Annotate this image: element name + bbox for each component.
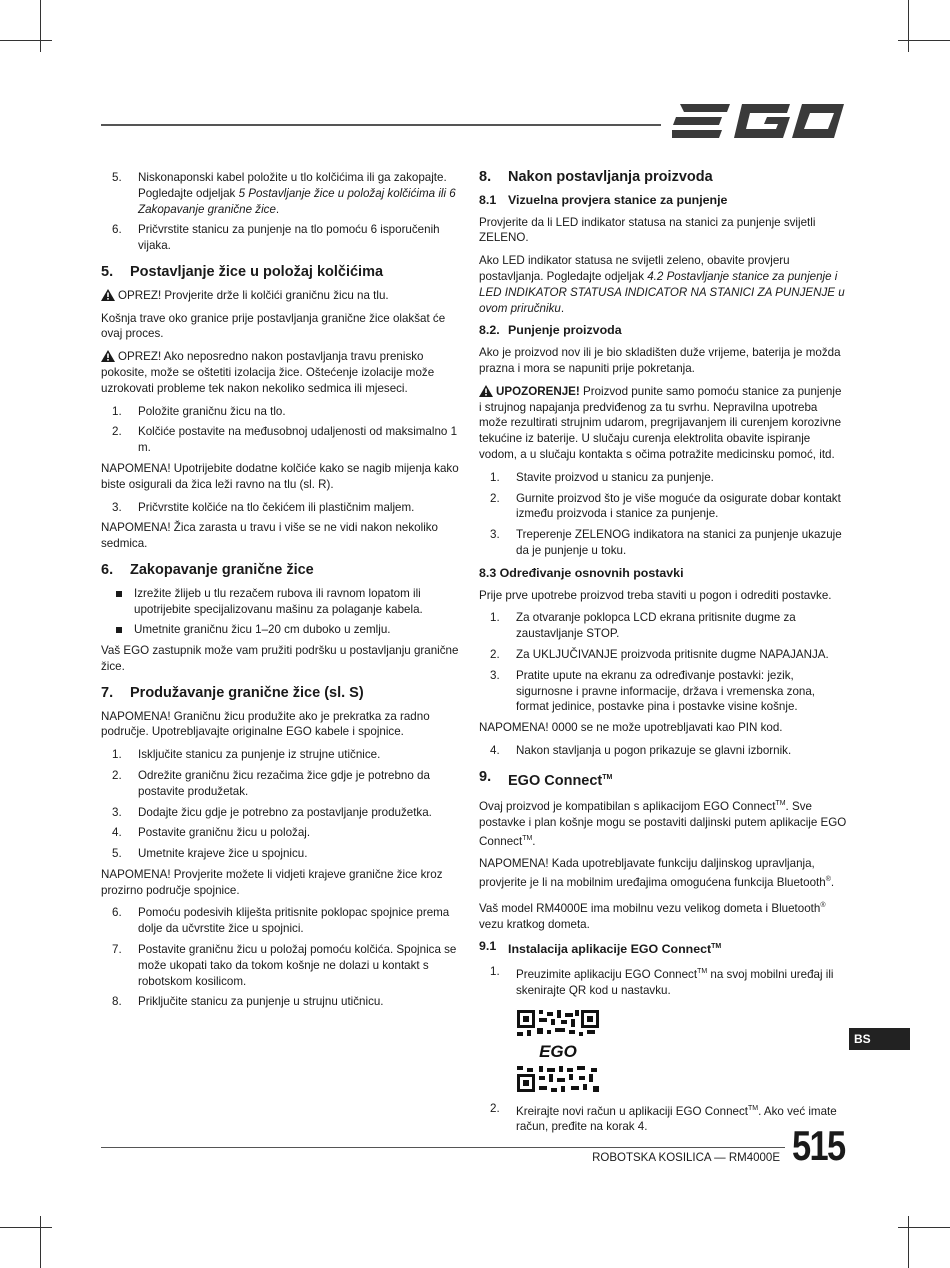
section-heading: 6. Zakopavanje granične žice xyxy=(101,561,314,578)
warning-paragraph: OPREZ! Provjerite drže li kolčići graničnu žicu na tlu. xyxy=(101,288,467,304)
warning-paragraph: UPOZORENJE! Proizvod punite samo pomoću stanice za punjenje i strujnog napajanja predviđenog za tu svrhu. Nepravilna upotreba može rezultirati strujnim udarom, pregrijavanjem ili curenjem korozivne tekućine iz baterije. U slučaju curenja elektrolita obavite ispiranje vodom, a u slučaju kontakta s očima potražite medicinsku pomoć, itd. xyxy=(479,384,842,461)
left-column xyxy=(101,170,467,1015)
list-item: 4. Postavite graničnu žicu u položaj. xyxy=(112,826,311,840)
list-item: 2. Odrežite graničnu žicu rezačima žice gdje je potrebno da postavite produžetak. xyxy=(112,768,430,798)
list-item xyxy=(101,170,467,217)
note-label: NAPOMENA! xyxy=(101,461,171,475)
qr-code[interactable] xyxy=(517,1010,599,1092)
list-item: 1. Za otvaranje poklopca LCD ekrana pritisnite dugme za zaustavljanje STOP. xyxy=(490,611,796,641)
warning-icon xyxy=(101,350,115,362)
paragraph: Prije prve upotrebe proizvod treba staviti u pogon i odrediti postavke. xyxy=(479,588,832,602)
list-item: 2. Za UKLJUČIVANJE proizvoda pritisnite dugme NAPAJANJA. xyxy=(490,647,829,661)
crop-mark xyxy=(40,1216,41,1268)
section-heading: 8. Nakon postavljanja proizvoda xyxy=(479,169,713,185)
ego-logo xyxy=(672,104,844,142)
subsection-heading: 8.2. Punjenje proizvoda xyxy=(479,323,622,338)
list-item: 7. Postavite graničnu žicu u položaj pomoću kolčića. Spojnica se može ukopati tako da tokom košnje ne dolazi u kontakt s robotskom kosilicom. xyxy=(112,943,457,988)
list-item: 1. Isključite stanicu za punjenje iz strujne utičnice. xyxy=(112,748,381,762)
subsection-heading: 8.3 Određivanje osnovnih postavki xyxy=(479,565,684,580)
paragraph: Ako LED indikator statusa ne svijetli zeleno, obavite provjeru postavljanja. Pogledajte odjeljak 4.2 Postavljanje stanice za punjenje i LED INDIKATOR STATUSA INDICATOR NA STANICI ZA PUNJENJE u ovom priručniku. xyxy=(479,254,845,315)
list-item: 1. Preuzimite aplikaciju EGO Connect™ na svoj mobilni uređaj ili skenirajte QR kod u nastavku. xyxy=(490,965,834,997)
footer-title: ROBOTSKA KOSILICA — RM4000E xyxy=(592,1152,780,1164)
warning-label: UPOZORENJE! xyxy=(496,384,580,398)
item-text: Niskonaponski kabel položite u tlo kolčićima ili ga zakopajte. Pogledajte odjeljak 5 Postavljanje žice u položaj kolčićima ili 6 Zakopavanje granične žice. xyxy=(138,171,456,216)
qr-ego-logo: EGO xyxy=(539,1041,577,1061)
right-column xyxy=(479,170,847,1140)
note-label: NAPOMENA! xyxy=(101,867,171,881)
paragraph: Ako je proizvod nov ili je bio skladišten duže vrijeme, baterija je možda prazna i mora se napuniti prije pokretanja. xyxy=(479,346,841,375)
section-heading: 5. Postavljanje žice u položaj kolčićima xyxy=(101,263,384,280)
list-item: 2. Kolčiće postavite na međusobnoj udaljenosti od maksimalno 1 m. xyxy=(112,425,458,455)
bullet-item: Umetnite graničnu žicu 1–20 cm duboko u zemlju. xyxy=(101,622,467,638)
note-paragraph: NAPOMENA! 0000 se ne može upotrebljavati kao PIN kod. xyxy=(479,721,783,735)
warning-label: OPREZ! xyxy=(118,288,162,302)
list-item: 2. Gurnite proizvod što je više moguće da osigurate dobar kontakt između proizvoda i stanice za punjenje. xyxy=(490,491,841,521)
section-heading: 7. Produžavanje granične žice (sl. S) xyxy=(101,684,364,701)
crop-mark xyxy=(0,1227,52,1228)
paragraph: Provjerite da li LED indikator statusa na stanici za punjenje svijetli ZELENO. xyxy=(479,215,816,245)
item-text: Pričvrstite stanicu za punjenje na tlo pomoću 6 isporučenih vijaka. xyxy=(138,223,440,253)
paragraph: Vaš model RM4000E ima mobilnu vezu velikog dometa i Bluetooth® vezu kratkog dometa. xyxy=(479,901,826,931)
crop-mark xyxy=(908,0,909,52)
list-item: 1. Stavite proizvod u stanicu za punjenje. xyxy=(490,470,714,484)
list-item: 3. Dodajte žicu gdje je potrebno za postavljanje produžetka. xyxy=(112,805,432,819)
item-number: 6. xyxy=(112,223,122,237)
crop-mark xyxy=(898,1227,950,1228)
bullet-icon xyxy=(116,591,122,597)
list-item: 3. Pratite upute na ekranu za određivanje postavki: jezik, sigurnosne i pravne informacije, država i vremenska zona, format jedinice, postavke pina i postavke visine košnje. xyxy=(490,668,816,714)
paragraph: Ovaj proizvod je kompatibilan s aplikacijom EGO Connect™. Sve postavke i plan košnje mogu se postaviti daljinski putem aplikacije EGO Connect™. xyxy=(479,800,847,848)
subsection-heading: 8.1 Vizuelna provjera stanice za punjenje xyxy=(479,192,728,207)
note-paragraph: NAPOMENA! Provjerite možete li vidjeti krajeve granične žice kroz prozirno područje spojnice. xyxy=(101,867,443,897)
note-label: NAPOMENA! xyxy=(479,721,549,735)
crop-mark xyxy=(898,40,950,41)
footer-rule xyxy=(101,1147,785,1148)
header-rule xyxy=(101,124,661,126)
page-number: 515 xyxy=(792,1122,845,1169)
list-item: 6. Pomoću podesivih kliješta pritisnite poklopac spojnice prema dolje da učvrstite žice u spojnici. xyxy=(112,906,450,936)
list-item: 2. Kreirajte novi račun u aplikaciji EGO Connect™. Ako već imate račun, pređite na korak 4. xyxy=(490,1101,837,1134)
note-paragraph: NAPOMENA! Upotrijebite dodatne kolčiće kako se nagib mijenja kako biste osigurali da žica leži ravno na tlu (sl. R). xyxy=(101,461,459,491)
crop-mark xyxy=(40,0,41,52)
list-item: 1. Položite graničnu žicu na tlo. xyxy=(112,404,286,418)
language-tab: BS xyxy=(849,1028,910,1050)
crop-mark xyxy=(908,1216,909,1268)
bullet-icon xyxy=(116,627,122,633)
note-paragraph: NAPOMENA! Žica zarasta u travu i više se ne vidi nakon nekoliko sedmica. xyxy=(101,521,439,551)
paragraph: Vaš EGO zastupnik može vam pružiti podršku u postavljanju granične žice. xyxy=(101,644,459,673)
warning-icon xyxy=(101,289,115,301)
section-heading: 9. EGO Connect™ xyxy=(479,768,613,789)
warning-paragraph: OPREZ! Ako neposredno nakon postavljanja travu prenisko pokosite, može se oštetiti izolacija žice. Oštećenje izolacije može uzrokovati probleme tek nakon nekoliko sedmica ili mjeseci. xyxy=(101,350,435,395)
subsection-heading: 9.1 Instalacija aplikacije EGO Connect™ xyxy=(479,939,722,957)
warning-icon xyxy=(479,385,493,397)
item-number: 5. xyxy=(112,171,122,184)
list-item: 8. Priključite stanicu za punjenje u strujnu utičnicu. xyxy=(112,995,384,1009)
note-label: NAPOMENA! xyxy=(479,857,549,871)
bullet-item: Izrežite žlijeb u tlu rezačem rubova ili ravnom lopatom ili upotrijebite specijalizovanu mašinu za polaganje kabela. xyxy=(101,586,467,618)
list-item: 4. Nakon stavljanja u pogon prikazuje se glavni izbornik. xyxy=(490,743,792,757)
note-paragraph: NAPOMENA! Kada upotrebljavate funkciju daljinskog upravljanja, provjerite je li na mobilnim uređajima omogućena funkcija Bluetooth®. xyxy=(479,857,835,890)
note-label: NAPOMENA! xyxy=(101,709,171,723)
crop-mark xyxy=(0,40,52,41)
list-item: 5. Umetnite krajeve žice u spojnicu. xyxy=(112,847,308,861)
warning-label: OPREZ! xyxy=(118,350,162,364)
paragraph: Košnja trave oko granice prije postavljanja granične žice olakšat će ovaj proces. xyxy=(101,311,446,341)
list-item: 3. Pričvrstite kolčiće na tlo čekićem ili plastičnim maljem. xyxy=(112,500,415,514)
list-item: 3. Treperenje ZELENOG indikatora na stanici za punjenje ukazuje da je punjenje u toku. xyxy=(490,528,842,557)
note-paragraph: NAPOMENA! Graničnu žicu produžite ako je prekratka za radno područje. Upotrebljavajte originalne EGO kabele i spojnice. xyxy=(101,709,430,739)
note-label: NAPOMENA! xyxy=(101,521,171,535)
list-item xyxy=(101,222,467,254)
